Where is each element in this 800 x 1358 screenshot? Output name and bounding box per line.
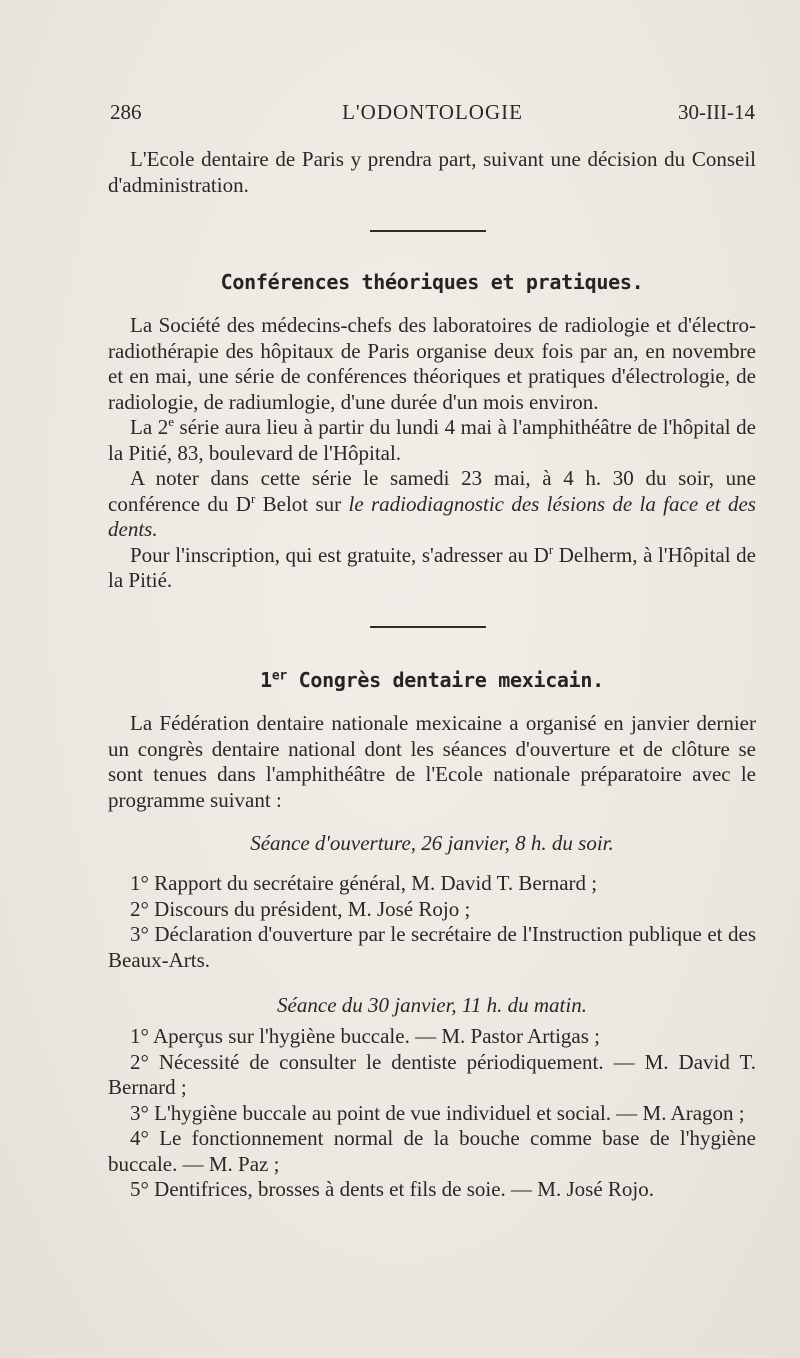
list-item: 2° Discours du président, M. José Rojo ;	[130, 896, 471, 921]
list-item: 3° L'hygiène buccale au point de vue individuel et social. — M. Aragon ;	[130, 1100, 745, 1125]
session-title: Séance du 30 janvier, 11 h. du matin.	[277, 993, 587, 1017]
list-item: 4° Le fonctionnement normal de la bouche comme base de l'hygiène buccale. — M. Paz ;	[108, 1126, 756, 1176]
list-item: 1° Aperçus sur l'hygiène buccale. — M. Pastor Artigas ;	[130, 1024, 601, 1048]
intro-text: L'Ecole dentaire de Paris y prendra part, suivant une décision du Conseil d'administration.	[108, 147, 756, 197]
paragraph: A noter dans cette série le samedi 23 mai, à 4 h. 30 du soir, une conférence du $D^r$ Belot sur le radiodiagnostic des lésions de la face et des dents.	[108, 466, 756, 541]
page-header	[110, 100, 755, 130]
section-body-conferences	[108, 313, 756, 594]
list-item: 2° Nécessité de consulter le dentiste périodiquement. — M. David T. Bernard ;	[108, 1049, 756, 1099]
paragraph: Pour l'inscription, qui est gratuite, s'adresser au $D^r$ Delherm, à l'Hôpital de la Pitié.	[108, 541, 756, 592]
paragraph: La Société des médecins-chefs des laboratoires de radiologie et d'électro-radiothérapie des hôpitaux de Paris organise deux fois par an, en novembre et en mai, une série de conférences théoriques et pratiques d'électrologie, de radiologie, de radiumlogie, d'une durée d'un mois environ.	[108, 313, 756, 414]
list-item: 5° Dentifrices, brosses à dents et fils de soie. — M. José Rojo.	[130, 1177, 654, 1201]
journal-title: L'ODONTOLOGIE	[342, 100, 523, 124]
section-body-congres	[108, 711, 756, 813]
section-title-congres: 1er Congrès dentaire mexicain.	[260, 668, 604, 692]
paragraph: La Fédération dentaire nationale mexicaine a organisé en janvier dernier un congrès dentaire national dont les séances d'ouverture et de clôture se sont tenues dans l'amphithéâtre de l'Ecole nationale préparatoire avec le programme suivant :	[108, 711, 756, 812]
session-title: Séance d'ouverture, 26 janvier, 8 h. du soir.	[250, 831, 614, 855]
session-items	[108, 871, 756, 973]
intro-paragraph	[108, 147, 756, 198]
issue-date: 30-III-14	[678, 100, 755, 124]
section-title-conferences: Conférences théoriques et pratiques.	[220, 270, 644, 294]
page-number: 286	[110, 100, 142, 124]
section-divider	[370, 230, 486, 232]
paragraph: La 2e série aura lieu à partir du lundi 4 mai à l'amphithéâtre de l'hôpital de la Pitié, 83, boulevard de l'Hôpital.	[108, 414, 756, 465]
list-item: 3° Déclaration d'ouverture par le secrétaire de l'Instruction publique et des Beaux-Arts.	[108, 922, 756, 972]
list-item: 1° Rapport du secrétaire général, M. David T. Bernard ;	[130, 871, 598, 895]
section-divider	[370, 626, 486, 628]
session-items	[108, 1024, 756, 1203]
